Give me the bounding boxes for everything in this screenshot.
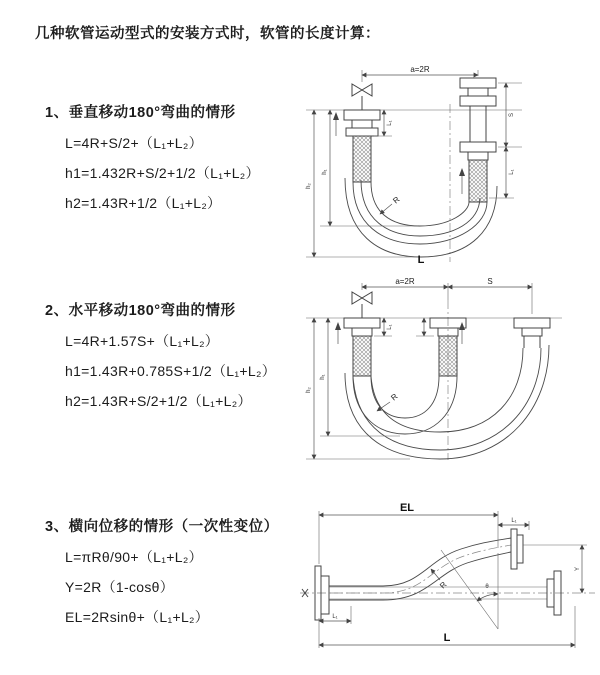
- section2-formula-h2: h2=1.43R+S/2+1/2（L₁+L₂）: [65, 393, 252, 409]
- label-h2: h₂: [306, 183, 312, 189]
- label-theta: θ: [485, 584, 489, 590]
- section1-formula-h2: h2=1.43R+1/2（L₁+L₂）: [65, 195, 222, 211]
- left-pipe-assembly: [344, 110, 380, 182]
- dimension-s: [489, 83, 522, 198]
- section3-heading: 3、横向位移的情形（一次性变位）: [45, 519, 279, 535]
- dimension-l1-left: [374, 110, 393, 136]
- dimension-a2r: [362, 65, 478, 82]
- label-l1-left: L₁: [387, 120, 393, 126]
- dimension-y: [523, 545, 587, 593]
- dimension-l: [319, 606, 575, 648]
- label-r: R: [438, 580, 449, 591]
- label-h1: h₁: [320, 374, 326, 380]
- valve-icon: [352, 84, 372, 110]
- dimension-h2: [306, 110, 418, 257]
- section1-formula-l: L=4R+S/2+（L₁+L₂）: [65, 135, 203, 151]
- label-el: EL: [399, 502, 415, 514]
- label-s: S: [509, 112, 515, 118]
- diagram-vertical-180-bend: [300, 64, 600, 268]
- dimension-l1-bottom: [319, 606, 351, 624]
- label-l1-bottom: L₁: [332, 614, 338, 620]
- label-l: L: [417, 254, 425, 266]
- section2-formula-h1: h1=1.43R+0.785S+1/2（L₁+L₂）: [65, 363, 276, 379]
- section1-heading: 1、垂直移动180°弯曲的情形: [45, 105, 236, 121]
- section2-heading: 2、水平移动180°弯曲的情形: [45, 303, 236, 319]
- dimension-el: [319, 502, 498, 564]
- phantom-pipe-assembly: [514, 318, 550, 348]
- section2-formula-l: L=4R+1.57S+（L₁+L₂）: [65, 333, 220, 349]
- centerline: [306, 104, 522, 262]
- section3-formula-el: EL=2Rsinθ+（L₁+L₂）: [65, 609, 210, 625]
- label-h1: h₁: [322, 169, 328, 175]
- diagram-horizontal-180-bend: [300, 278, 600, 470]
- centerline: [300, 589, 595, 597]
- label-a2r: a=2R: [410, 65, 430, 74]
- dimension-l1: [374, 318, 434, 336]
- label-l1-top: L₁: [511, 518, 517, 524]
- label-l: L: [443, 632, 451, 644]
- page-title: 几种软管运动型式的安装方式时，软管的长度计算：: [35, 26, 380, 42]
- right-pipe-assembly: [460, 78, 496, 202]
- raised-flange: [511, 529, 523, 569]
- label-l1: L₁: [387, 324, 393, 330]
- label-y: Y: [575, 566, 581, 572]
- label-r: R: [389, 391, 400, 403]
- radius-leader: [380, 195, 402, 214]
- diagram-lateral-displacement: [295, 498, 600, 666]
- label-a2r: a=2R: [395, 278, 415, 286]
- label-l1-right: L₁: [509, 169, 515, 175]
- valve-icon: [352, 292, 372, 318]
- left-pipe-assembly: [344, 318, 380, 376]
- dimension-l1-top: [498, 518, 529, 530]
- label-h2: h₂: [306, 387, 312, 393]
- section3-formula-l: L=πRθ/90+（L₁+L₂）: [65, 549, 203, 565]
- label-r: R: [391, 194, 402, 206]
- dimension-a2r: [362, 278, 532, 314]
- radius-leader: [377, 392, 400, 411]
- hose-s-curve: [329, 538, 511, 600]
- section3-formula-y: Y=2R（1-cosθ）: [65, 579, 175, 595]
- section1-formula-h1: h1=1.432R+S/2+1/2（L₁+L₂）: [65, 165, 260, 181]
- label-s: S: [487, 278, 493, 286]
